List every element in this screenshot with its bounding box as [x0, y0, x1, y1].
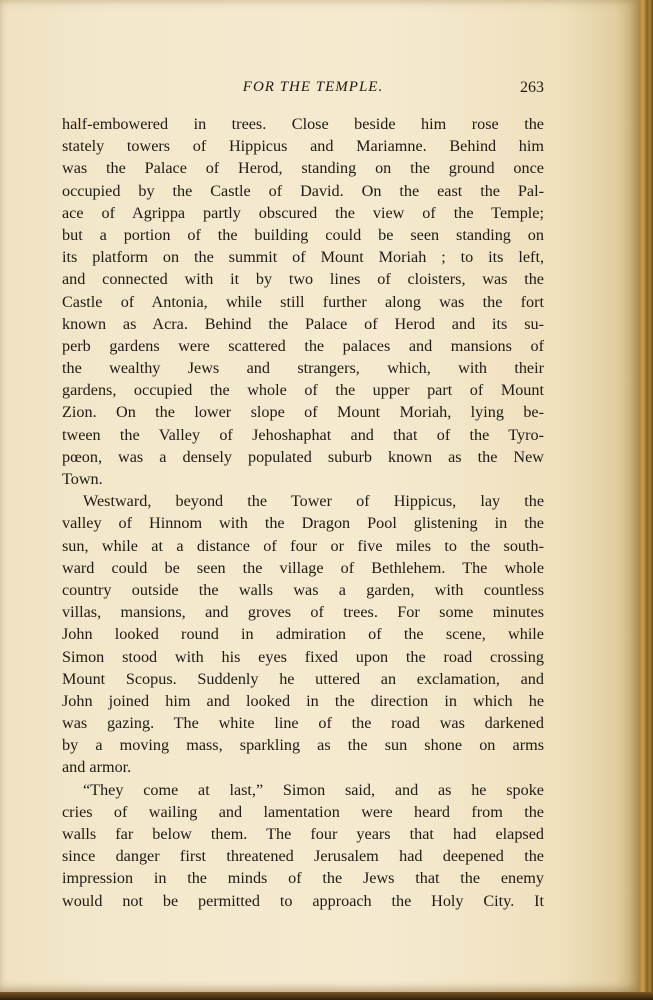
text-line: Simon stood with his eyes fixed upon the road crossing: [62, 647, 544, 666]
text-line: villas, mansions, and groves of trees. For some minutes: [62, 603, 544, 622]
text-line: gardens, occupied the whole of the upper part of Mount: [62, 381, 544, 400]
text-line: country outside the walls was a garden, with countless: [62, 580, 544, 599]
text-line: and connected with it by two lines of cloisters, was the: [62, 270, 544, 289]
body-text: [62, 113, 544, 912]
text-line: valley of Hinnom with the Dragon Pool glistening in the: [62, 514, 544, 533]
text-line: and armor.: [62, 758, 132, 777]
text-line: pœon, was a densely populated suburb known as the New: [62, 447, 544, 466]
text-line: John looked round in admiration of the scene, while: [62, 625, 544, 644]
text-line: cries of wailing and lamentation were heard from the: [62, 802, 544, 821]
text-line: was the Palace of Herod, standing on the ground once: [62, 159, 544, 178]
text-line: Westward, beyond the Tower of Hippicus, lay the: [83, 492, 544, 511]
text-line: occupied by the Castle of David. On the east the Pal-: [62, 181, 544, 200]
text-line: walls far below them. The four years that had elapsed: [62, 825, 544, 843]
text-line: Zion. On the lower slope of Mount Moriah, lying be-: [62, 403, 544, 422]
text-line: ace of Agrippa partly obscured the view of the Temple;: [62, 203, 544, 222]
text-line: Mount Scopus. Suddenly he uttered an exclamation, and: [62, 669, 544, 688]
text-line: perb gardens were scattered the palaces and mansions of: [62, 336, 544, 355]
page-edge: [640, 0, 653, 1000]
text-line: the wealthy Jews and strangers, which, with their: [62, 359, 544, 378]
text-line: John joined him and looked in the direction in which he: [62, 691, 544, 710]
text-line: but a portion of the building could be seen standing on: [62, 225, 544, 244]
text-line: ward could be seen the village of Bethlehem. The whole: [62, 558, 544, 577]
text-line: half-embowered in trees. Close beside him rose the: [62, 115, 544, 133]
text-line: would not be permitted to approach the Holy City. It: [62, 891, 544, 910]
text-line: “They come at last,” Simon said, and as he spoke: [83, 780, 544, 799]
text-line: stately towers of Hippicus and Mariamne. Behind him: [62, 137, 544, 156]
text-line: Town.: [62, 470, 103, 488]
text-line: Castle of Antonia, while still further along was the fort: [62, 292, 544, 311]
text-line: sun, while at a distance of four or five miles to the south-: [62, 536, 544, 555]
page-number: 263: [520, 79, 544, 96]
text-line: by a moving mass, sparkling as the sun shone on arms: [62, 736, 544, 755]
text-line: since danger first threatened Jerusalem had deepened the: [62, 847, 544, 866]
page-header: [62, 79, 544, 103]
text-line: known as Acra. Behind the Palace of Herod and its su-: [62, 314, 544, 333]
running-title: FOR THE TEMPLE.: [242, 79, 384, 95]
page-bottom-edge: [0, 992, 653, 1000]
text-line: tween the Valley of Jehoshaphat and that of the Tyro-: [62, 425, 544, 444]
text-line: was gazing. The white line of the road was darkened: [62, 714, 544, 733]
text-line: impression in the minds of the Jews that the enemy: [62, 869, 544, 888]
text-line: its platform on the summit of Mount Moriah ; to its left,: [62, 248, 544, 267]
